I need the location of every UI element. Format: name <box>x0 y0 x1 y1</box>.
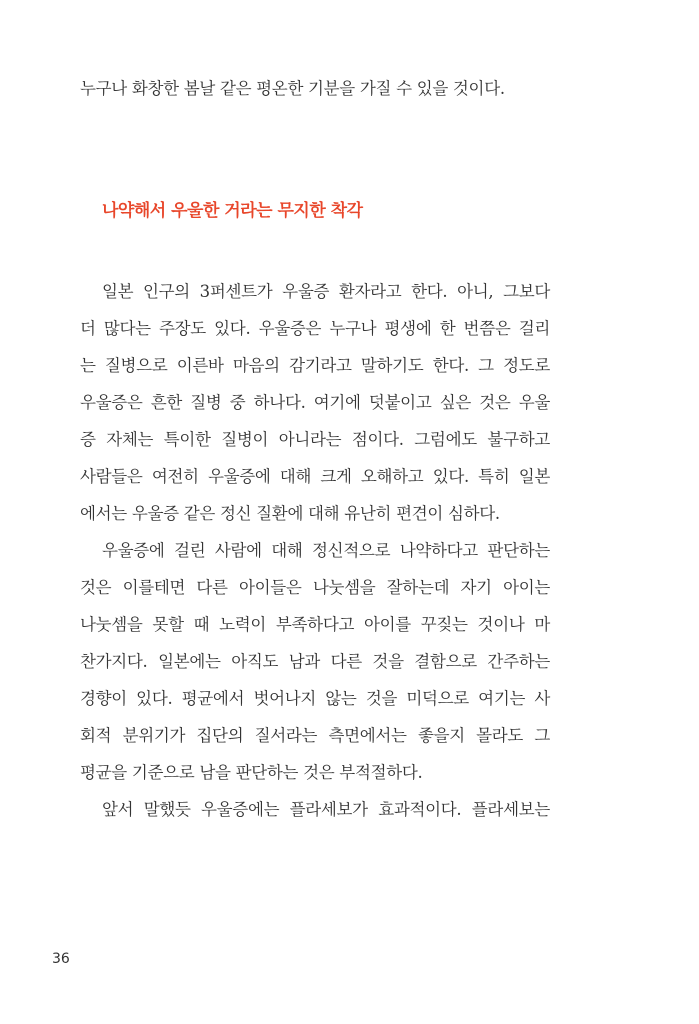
body-line: 평균을 기준으로 남을 판단하는 것은 부적절하다. <box>80 763 423 782</box>
body-line: 더 많다는 주장도 있다. 우울증은 누구나 평생에 한 번쯤은 걸리 <box>80 319 550 338</box>
body-line: 회적 분위기가 집단의 질서라는 측면에서는 좋을지 몰라도 그 <box>80 726 550 745</box>
body-line: 일본 인구의 3퍼센트가 우울증 환자라고 한다. 아니, 그보다 <box>102 282 550 301</box>
body-line: 우울증에 걸린 사람에 대해 정신적으로 나약하다고 판단하는 <box>102 541 550 560</box>
body-line: 나눗셈을 못할 때 노력이 부족하다고 아이를 꾸짖는 것이나 마 <box>80 615 550 634</box>
body-line: 증 자체는 특이한 질병이 아니라는 점이다. 그럼에도 불구하고 <box>80 430 550 449</box>
body-line: 에서는 우울증 같은 정신 질환에 대해 유난히 편견이 심하다. <box>80 504 500 523</box>
body-line: 는 질병으로 이른바 마음의 감기라고 말하기도 한다. 그 정도로 <box>80 356 550 375</box>
body-line: 찬가지다. 일본에는 아직도 남과 다른 것을 결함으로 간주하는 <box>80 652 550 671</box>
body-line: 경향이 있다. 평균에서 벗어나지 않는 것을 미덕으로 여기는 사 <box>80 689 550 708</box>
intro-line: 누구나 화창한 봄날 같은 평온한 기분을 가질 수 있을 것이다. <box>80 79 505 98</box>
body-line: 것은 이를테면 다른 아이들은 나눗셈을 잘하는데 자기 아이는 <box>80 578 550 597</box>
page-number: 36 <box>52 951 70 967</box>
body-line: 사람들은 여전히 우울증에 대해 크게 오해하고 있다. 특히 일본 <box>80 467 550 486</box>
body-line: 우울증은 흔한 질병 중 하나다. 여기에 덧붙이고 싶은 것은 우울 <box>80 393 550 412</box>
section-heading: 나약해서 우울한 거라는 무지한 착각 <box>102 201 363 221</box>
body-line: 앞서 말했듯 우울증에는 플라세보가 효과적이다. 플라세보는 <box>102 800 550 819</box>
